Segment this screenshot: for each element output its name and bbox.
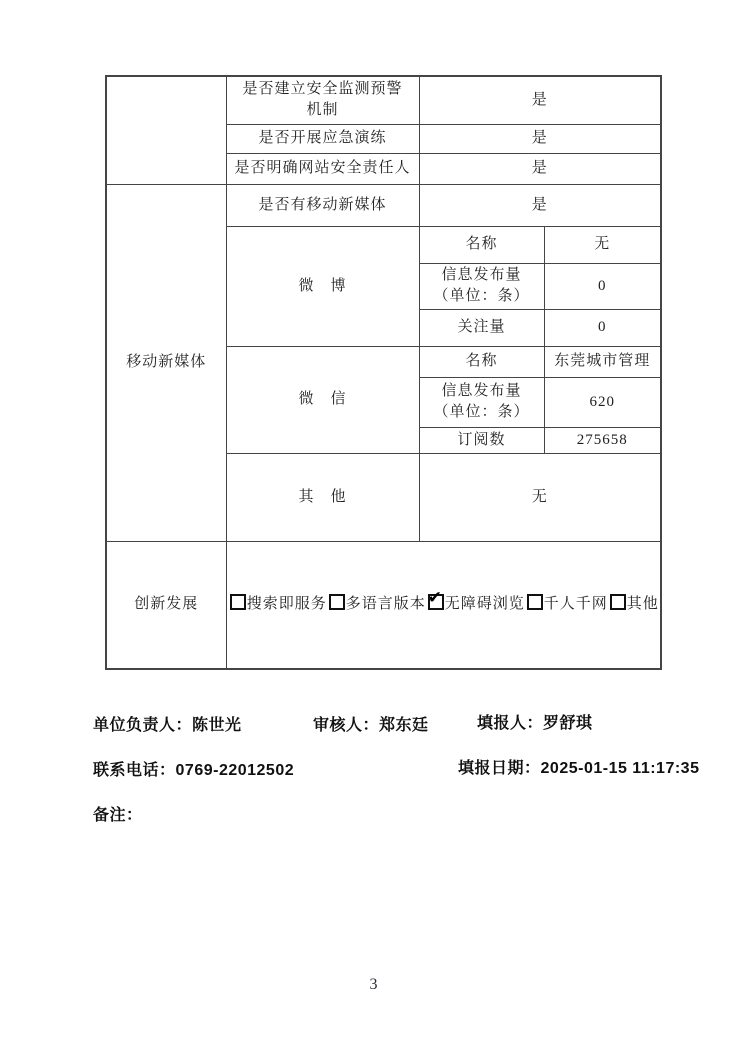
footer-unit-head-label: 单位负责人： bbox=[93, 717, 193, 734]
cell-label-other-media: 其 他 bbox=[226, 453, 419, 541]
report-table bbox=[105, 75, 662, 670]
cell-value-has-mobile-media: 是 bbox=[419, 184, 661, 226]
footer-reviewer bbox=[313, 712, 429, 735]
cell-label-wechat-subscribers: 订阅数 bbox=[419, 427, 544, 453]
checkbox-other bbox=[610, 594, 626, 610]
cell-label-emergency-drill: 是否开展应急演练 bbox=[226, 124, 419, 153]
innovation-checkbox-line bbox=[228, 596, 659, 612]
footer-phone-value: 0769-22012502 bbox=[175, 762, 295, 779]
label-line: （单位：条） bbox=[433, 288, 530, 304]
cell-label-weibo-name: 名称 bbox=[419, 226, 544, 263]
footer-remarks-label: 备注： bbox=[93, 807, 143, 824]
checkbox-personalized bbox=[527, 594, 543, 610]
cell-value-other-media: 无 bbox=[419, 453, 661, 541]
cell-value-weibo-posts: 0 bbox=[544, 263, 661, 309]
cell-value-wechat-posts: 620 bbox=[544, 377, 661, 427]
cell-section-blank bbox=[106, 76, 226, 184]
footer-filler-label: 填报人： bbox=[477, 715, 544, 732]
footer-date-value: 2025-01-15 11:17:35 bbox=[540, 760, 700, 777]
cell-value-security-officer: 是 bbox=[419, 153, 661, 184]
footer-phone bbox=[93, 757, 294, 780]
cell-label-security-officer: 是否明确网站安全责任人 bbox=[226, 153, 419, 184]
footer-filler-value: 罗舒琪 bbox=[543, 715, 593, 732]
footer-date bbox=[458, 755, 699, 778]
footer-remarks bbox=[93, 802, 143, 825]
cell-label-weibo: 微 博 bbox=[226, 226, 419, 346]
cell-label-has-mobile-media: 是否有移动新媒体 bbox=[226, 184, 419, 226]
footer-date-label: 填报日期： bbox=[458, 760, 541, 777]
cell-label-weibo-posts bbox=[419, 263, 544, 309]
label-line: （单位：条） bbox=[433, 404, 530, 420]
cell-label-security-monitor bbox=[226, 76, 419, 124]
footer-phone-label: 联系电话： bbox=[93, 762, 176, 779]
checkbox-label-other: 其他 bbox=[626, 596, 659, 613]
checkbox-label-personalized: 千人千网 bbox=[543, 596, 608, 613]
checkbox-label-search-as-service: 搜索即服务 bbox=[246, 596, 327, 613]
cell-value-emergency-drill: 是 bbox=[419, 124, 661, 153]
cell-value-wechat-name: 东莞城市管理 bbox=[544, 346, 661, 377]
checkbox-search-as-service bbox=[230, 594, 246, 610]
cell-label-wechat-name: 名称 bbox=[419, 346, 544, 377]
page-number: 3 bbox=[369, 976, 378, 993]
cell-label-wechat: 微 信 bbox=[226, 346, 419, 453]
checkbox-label-accessibility: 无障碍浏览 bbox=[444, 596, 525, 613]
cell-section-mobile-media: 移动新媒体 bbox=[106, 184, 226, 541]
cell-section-innovation: 创新发展 bbox=[106, 541, 226, 669]
cell-value-weibo-followers: 0 bbox=[544, 309, 661, 346]
cell-label-weibo-followers: 关注量 bbox=[419, 309, 544, 346]
cell-label-wechat-posts bbox=[419, 377, 544, 427]
label-line: 机制 bbox=[306, 102, 339, 119]
checkbox-label-multilingual: 多语言版本 bbox=[345, 596, 426, 613]
cell-value-weibo-name: 无 bbox=[544, 226, 661, 263]
footer-filler bbox=[477, 710, 593, 733]
cell-value-security-monitor: 是 bbox=[419, 76, 661, 124]
checkbox-multilingual bbox=[329, 594, 345, 610]
checkbox-accessibility bbox=[428, 594, 444, 610]
footer-unit-head-value: 陈世光 bbox=[192, 717, 242, 734]
label-line: 是否建立安全监测预警 bbox=[242, 81, 403, 98]
label-line: 信息发布量 bbox=[441, 267, 522, 283]
cell-innovation-options bbox=[226, 541, 661, 669]
label-line: 信息发布量 bbox=[441, 383, 522, 399]
footer-reviewer-value: 郑东廷 bbox=[379, 717, 429, 734]
footer-reviewer-label: 审核人： bbox=[313, 717, 380, 734]
cell-value-wechat-subscribers: 275658 bbox=[544, 427, 661, 453]
footer-unit-head bbox=[93, 712, 242, 735]
